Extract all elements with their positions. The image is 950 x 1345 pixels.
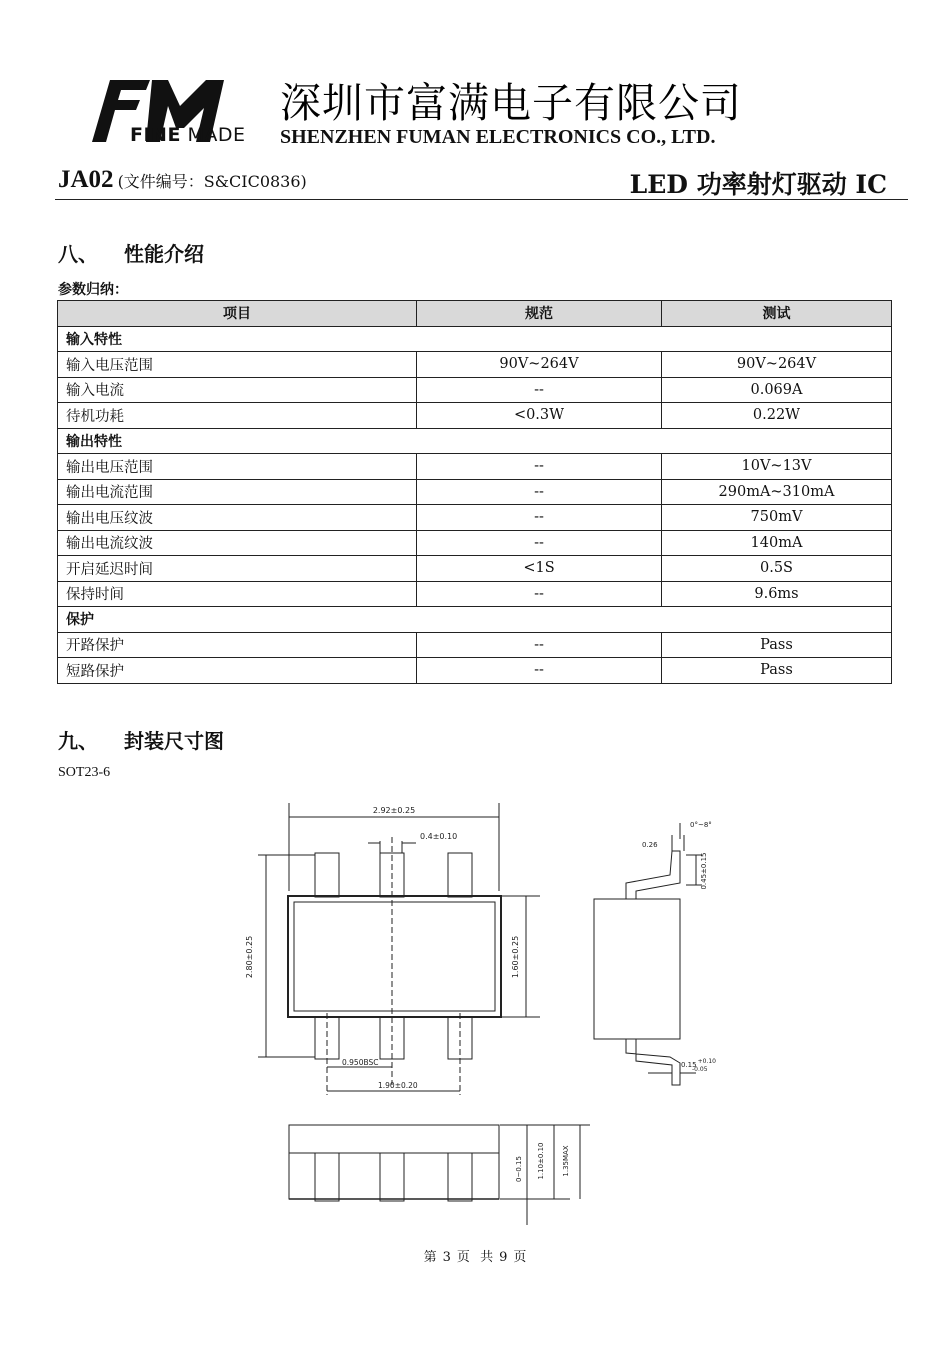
item-cell: 输出电压纹波 <box>58 505 417 531</box>
table-row <box>58 530 892 556</box>
table-row <box>58 632 892 658</box>
table-header-row <box>58 301 892 327</box>
spec-cell: <1S <box>417 556 662 582</box>
package-name: SOT23-6 <box>58 765 111 780</box>
table-row <box>58 352 892 378</box>
spec-cell: -- <box>417 530 662 556</box>
page-number: 3 <box>442 1250 451 1265</box>
group-output: 输出特性 <box>58 428 892 454</box>
logo-wordmark: FINE MADE <box>130 124 246 146</box>
section-8-title: 性能介绍 <box>124 242 204 266</box>
page-total: 9 <box>499 1250 508 1265</box>
table-row <box>58 581 892 607</box>
dim-pitch: 0.950BSC <box>342 1058 379 1067</box>
dim-foot: 0.45±0.15 <box>700 852 708 890</box>
test-cell: 750mV <box>662 505 892 531</box>
spec-cell: -- <box>417 632 662 658</box>
item-cell: 输出电流纹波 <box>58 530 417 556</box>
col-header-spec: 规范 <box>417 301 662 327</box>
table-row <box>58 454 892 480</box>
spec-cell: -- <box>417 377 662 403</box>
section-8-number: 八、 <box>58 242 98 266</box>
item-cell: 待机功耗 <box>58 403 417 429</box>
test-cell: Pass <box>662 658 892 684</box>
item-cell: 短路保护 <box>58 658 417 684</box>
test-cell: Pass <box>662 632 892 658</box>
table-row <box>58 403 892 429</box>
table-row <box>58 479 892 505</box>
group-row <box>58 428 892 454</box>
spec-cell: -- <box>417 581 662 607</box>
test-cell: 0.069A <box>662 377 892 403</box>
test-cell: 10V~13V <box>662 454 892 480</box>
group-input: 输入特性 <box>58 326 892 352</box>
spec-cell: <0.3W <box>417 403 662 429</box>
table-row <box>58 556 892 582</box>
dim-max-height: 1.35MAX <box>562 1145 570 1177</box>
spec-cell: -- <box>417 454 662 480</box>
page-footer: 第 3 页 共 9 页 <box>423 1250 527 1265</box>
item-cell: 开路保护 <box>58 632 417 658</box>
doc-id <box>58 166 307 194</box>
company-name-cn: 深圳市富满电子有限公司 <box>280 79 742 127</box>
spec-cell: -- <box>417 505 662 531</box>
doc-title: LED 功率射灯驱动 IC <box>629 170 887 199</box>
item-cell: 输出电流范围 <box>58 479 417 505</box>
test-cell: 0.5S <box>662 556 892 582</box>
item-cell: 输入电流 <box>58 377 417 403</box>
performance-table <box>57 300 892 684</box>
group-row <box>58 607 892 633</box>
header-divider <box>55 199 908 200</box>
sot23-6-package-drawing <box>240 795 740 1235</box>
test-cell: 290mA~310mA <box>662 479 892 505</box>
item-cell: 保持时间 <box>58 581 417 607</box>
item-cell: 输出电压范围 <box>58 454 417 480</box>
table-row <box>58 377 892 403</box>
table-row <box>58 658 892 684</box>
dim-width-total: 2.92±0.25 <box>372 806 416 815</box>
col-header-test: 测试 <box>662 301 892 327</box>
col-header-item: 项目 <box>58 301 417 327</box>
param-summary-label: 参数归纳： <box>58 282 128 298</box>
section-9-title: 封装尺寸图 <box>124 729 224 753</box>
item-cell: 输入电压范围 <box>58 352 417 378</box>
spec-cell: -- <box>417 479 662 505</box>
doc-number: (文件编号：S&CIC0836) <box>117 172 307 191</box>
test-cell: 90V~264V <box>662 352 892 378</box>
dim-lead-width: 0.4±0.10 <box>420 832 458 841</box>
dim-body-height: 1.10±0.10 <box>537 1142 545 1180</box>
section-8-heading <box>58 238 204 267</box>
group-protection: 保护 <box>58 607 892 633</box>
test-cell: 0.22W <box>662 403 892 429</box>
dim-height-total: 2.80±0.25 <box>245 935 254 979</box>
spec-cell: 90V~264V <box>417 352 662 378</box>
test-cell: 140mA <box>662 530 892 556</box>
test-cell: 9.6ms <box>662 581 892 607</box>
section-9-heading <box>58 725 224 754</box>
dim-body-width: 1.60±0.25 <box>511 935 520 979</box>
item-cell: 开启延迟时间 <box>58 556 417 582</box>
spec-cell: -- <box>417 658 662 684</box>
group-row <box>58 326 892 352</box>
doc-code: JA02 <box>58 166 114 193</box>
dim-angle: 0°~8° <box>690 821 712 829</box>
dim-pitch2: 1.90±0.20 <box>378 1081 418 1090</box>
company-name-en: SHENZHEN FUMAN ELECTRONICS CO., LTD. <box>280 126 716 148</box>
table-row <box>58 505 892 531</box>
section-9-number: 九、 <box>58 729 98 753</box>
dim-lead-thick: 0.15+0.10 -0.05 <box>681 1058 716 1073</box>
dim-lead-len: 0.26 <box>642 841 658 849</box>
dim-standoff: 0~0.15 <box>515 1156 523 1182</box>
